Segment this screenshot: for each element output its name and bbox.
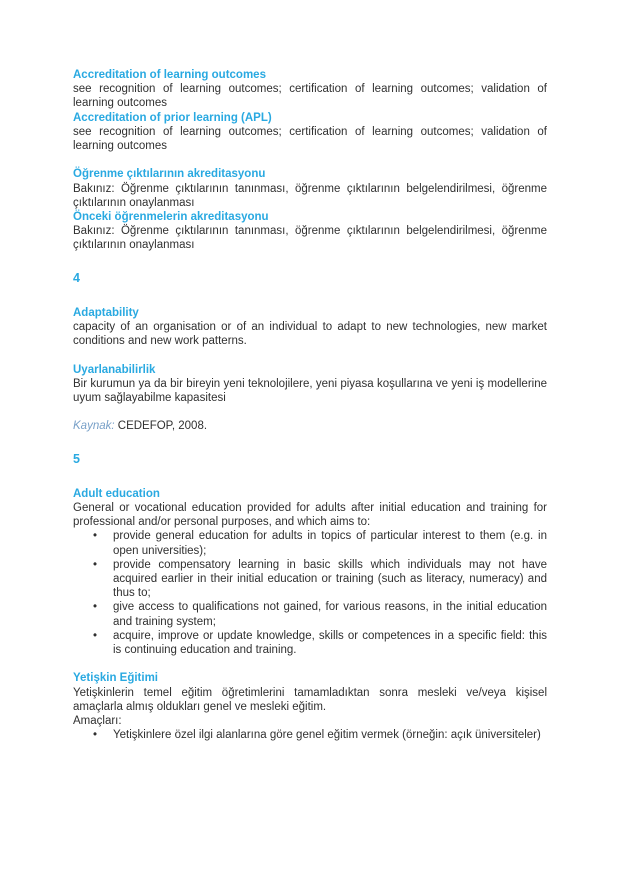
blank-line	[73, 348, 547, 362]
aims-label: Amaçları:	[73, 715, 122, 728]
bullet-list-en	[73, 529, 547, 657]
definition-tr: Bakınız: Öğrenme çıktılarının tanınması, öğrenme çıktılarının belgelendirilmesi, öğrenme çıktılarının onaylanması	[73, 225, 547, 252]
bullet-item: • provide compensatory learning in basic skills which individuals may not have acquired earlier in their initial education or training (such as literacy, numeracy) and thus to;	[113, 558, 547, 601]
term-heading-en: Accreditation of prior learning (APL)	[73, 111, 272, 124]
glossary-entry-adaptability	[73, 306, 547, 434]
page-content	[73, 68, 547, 742]
term-heading-tr: Öğrenme çıktılarının akreditasyonu	[73, 168, 266, 181]
glossary-entry-adult-education	[73, 487, 547, 743]
source-value: CEDEFOP, 2008.	[117, 420, 208, 433]
term-heading-en: Accreditation of learning outcomes	[73, 69, 266, 81]
definition-tr: Bir kurumun ya da bir bireyin yeni teknolojilere, yeni piyasa koşullarına ve yeni iş modellerine uyum sağlayabilme kapasitesi	[73, 377, 547, 405]
definition-en: capacity of an organisation or of an individual to adapt to new technologies, new market conditions and new work patterns.	[73, 321, 547, 348]
definition-en: see recognition of learning outcomes; certification of learning outcomes; validation of learning outcomes	[73, 125, 547, 153]
bullet-item: • acquire, improve or update knowledge, skills or competences in a specific field: this is continuing education and training.	[113, 629, 547, 657]
bullet-item: • Yetişkinlere özel ilgi alanlarına göre genel eğitim vermek (örneğin: açık üniversiteler)	[113, 728, 547, 742]
glossary-entry-accreditation	[73, 68, 547, 253]
definition-tr: Bakınız: Öğrenme çıktılarının tanınması, öğrenme çıktılarının belgelendirilmesi, öğrenme çıktılarının onaylanması	[73, 182, 547, 209]
bullet-item: • provide general education for adults in topics of particular interest to them (e.g. in open universities);	[113, 529, 547, 557]
bullet-item: • give access to qualifications not gained, for various reasons, in the initial education and training system;	[113, 600, 547, 628]
term-heading-en: Adult education	[73, 487, 160, 500]
blank-line	[73, 657, 547, 671]
blank-line	[73, 153, 547, 167]
definition-en: see recognition of learning outcomes; certification of learning outcomes; validation of learning outcomes	[73, 83, 547, 110]
entry-number-4: 4	[73, 270, 80, 285]
definition-en-intro: General or vocational education provided for adults after initial education and training for professional and/or personal purposes, and which aims to:	[73, 502, 547, 529]
source-label: Kaynak:	[73, 420, 115, 433]
term-heading-en: Adaptability	[73, 306, 139, 319]
bullet-list-tr	[73, 728, 547, 742]
entry-number-5: 5	[73, 451, 80, 466]
definition-tr: Yetişkinlerin temel eğitim öğretimlerini tamamladıktan sonra mesleki ve/veya kişisel amaçlarla almış oldukları genel ve mesleki eğitim.	[73, 686, 547, 713]
term-heading-tr: Uyarlanabilirlik	[73, 363, 156, 376]
source-line	[73, 419, 547, 433]
term-heading-tr: Yetişkin Eğitimi	[73, 672, 158, 685]
term-heading-tr: Önceki öğrenmelerin akreditasyonu	[73, 211, 269, 224]
